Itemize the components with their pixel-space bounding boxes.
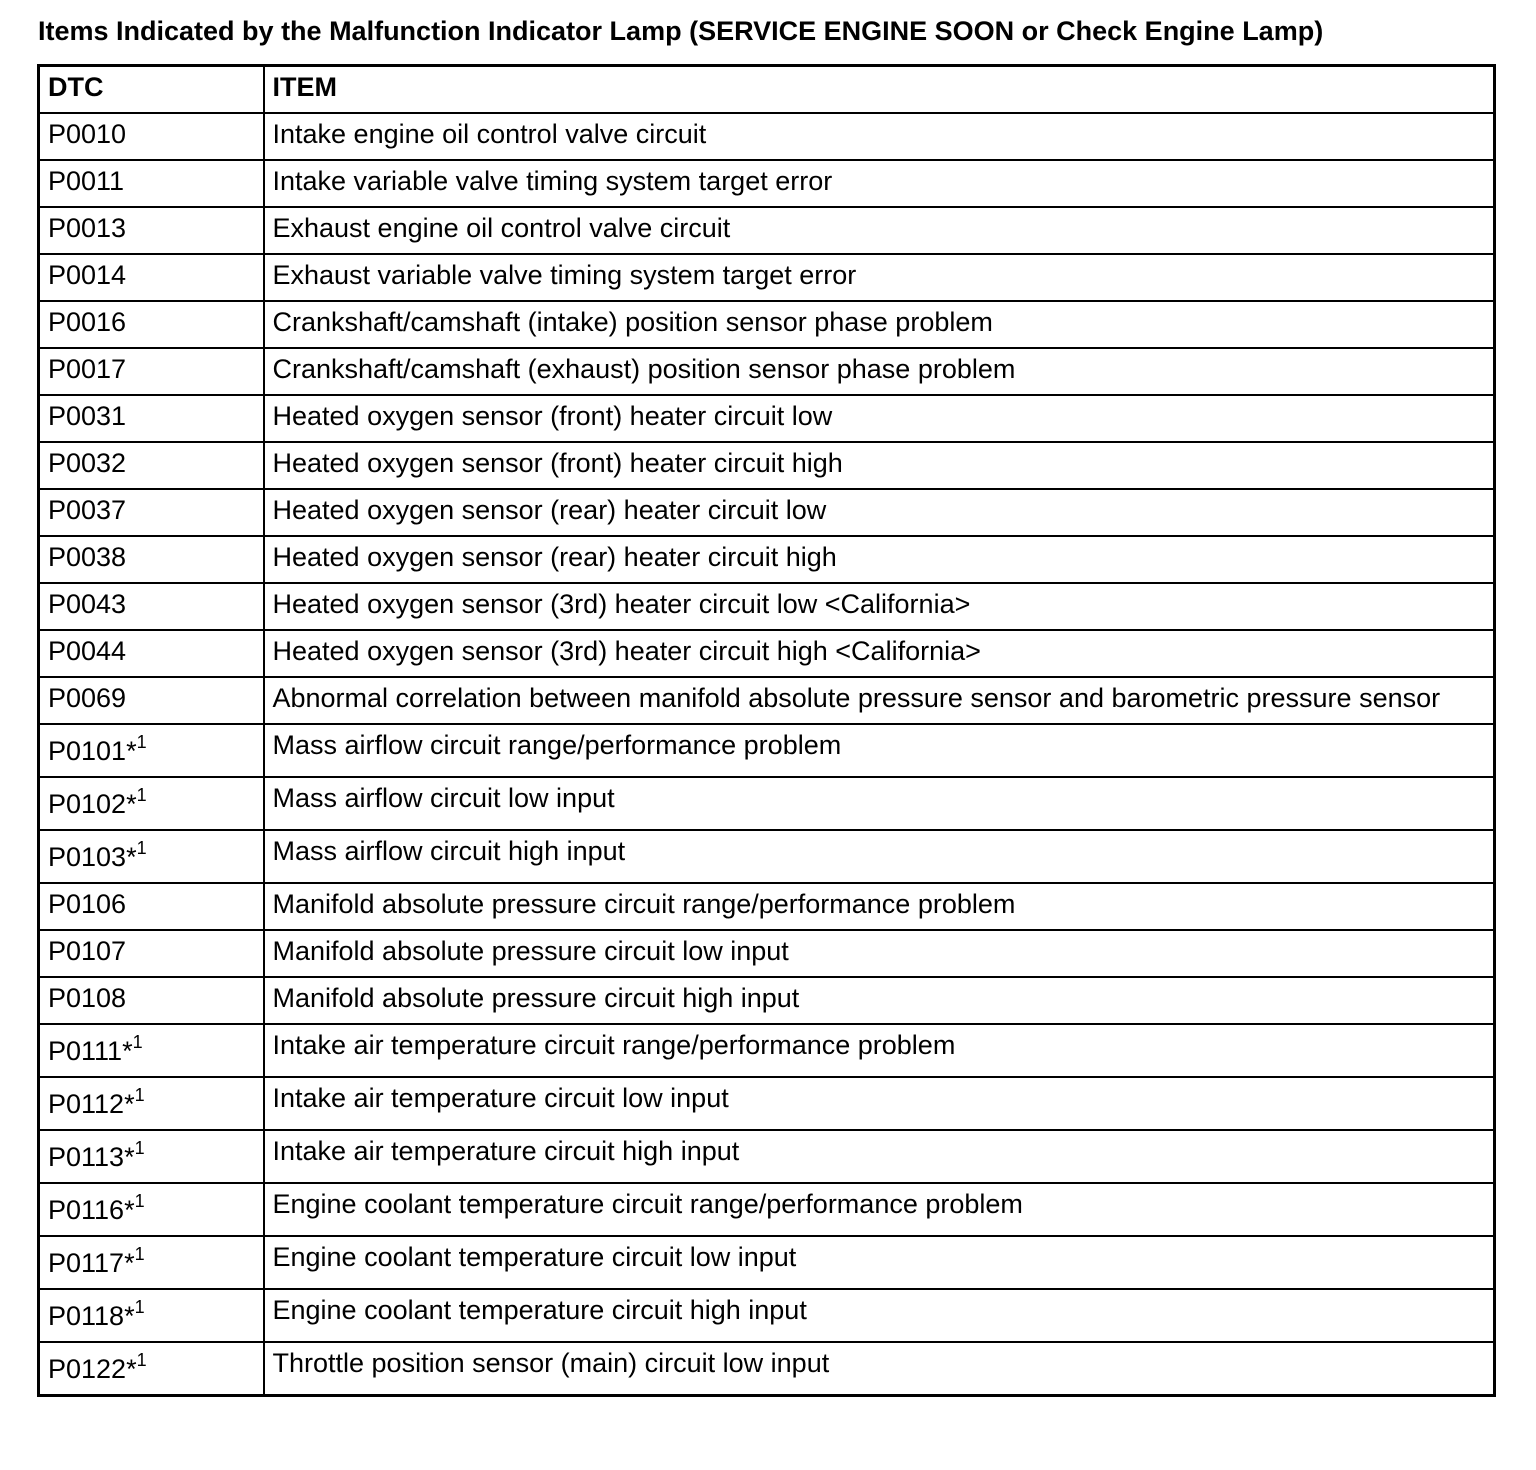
dtc-code-cell [39,442,264,489]
dtc-code-cell [39,1024,264,1077]
dtc-code-cell [39,348,264,395]
dtc-item-description: Intake air temperature circuit low input [264,1077,1495,1130]
footnote-marker: 1 [134,1191,145,1211]
dtc-item-description: Heated oxygen sensor (front) heater circuit high [264,442,1495,489]
dtc-code [48,304,126,340]
footnote-marker: 1 [134,1138,145,1158]
dtc-code [48,351,126,387]
dtc-code-text: P0108 [48,983,127,1013]
dtc-code-cell [39,930,264,977]
dtc-item-description: Mass airflow circuit high input [264,830,1495,883]
dtc-code-text: P0102* [48,789,137,819]
footnote-marker: 1 [132,1032,143,1052]
table-row [39,930,1495,977]
table-row [39,348,1495,395]
dtc-code-text: P0010 [48,119,127,149]
dtc-item-description: Intake air temperature circuit high input [264,1130,1495,1183]
dtc-code-cell [39,160,264,207]
dtc-code [48,539,126,575]
dtc-code-text: P0013 [48,213,127,243]
dtc-code-text: P0101* [48,736,137,766]
dtc-code-cell [39,777,264,830]
dtc-code-text: P0117* [48,1248,135,1278]
dtc-code-text: P0037 [48,495,127,525]
table-row [39,777,1495,830]
dtc-code [48,633,126,669]
dtc-code-cell [39,1130,264,1183]
dtc-code-text: P0043 [48,589,127,619]
dtc-code-cell [39,1183,264,1236]
dtc-code-text: P0113* [48,1142,135,1172]
dtc-code [48,1298,145,1334]
dtc-code [48,210,126,246]
dtc-code-cell [39,254,264,301]
dtc-code-cell [39,1236,264,1289]
footnote-marker: 1 [134,1085,145,1105]
dtc-code-cell [39,113,264,160]
dtc-item-description: Manifold absolute pressure circuit low input [264,930,1495,977]
page-title: Items Indicated by the Malfunction Indicator Lamp (SERVICE ENGINE SOON or Check Engine Lamp) [38,16,1324,46]
table-body [39,113,1495,1396]
dtc-code [48,1192,145,1228]
dtc-item-description: Mass airflow circuit low input [264,777,1495,830]
dtc-code [48,116,126,152]
dtc-code [48,586,126,622]
table-row [39,395,1495,442]
dtc-code [48,980,126,1016]
dtc-code-cell [39,977,264,1024]
dtc-code [48,445,126,481]
dtc-item-description: Exhaust engine oil control valve circuit [264,207,1495,254]
table-row [39,1289,1495,1342]
dtc-item-description: Engine coolant temperature circuit range/performance problem [264,1183,1495,1236]
dtc-item-description: Mass airflow circuit range/performance problem [264,724,1495,777]
table-row [39,207,1495,254]
table-row [39,113,1495,160]
dtc-code-cell [39,677,264,724]
dtc-code [48,257,126,293]
dtc-code [48,886,126,922]
dtc-item-description: Abnormal correlation between manifold absolute pressure sensor and barometric pressure sensor [264,677,1495,724]
dtc-code-cell [39,1077,264,1130]
table-row [39,1236,1495,1289]
dtc-code [48,492,126,528]
dtc-code [48,1245,145,1281]
dtc-code [48,1139,145,1175]
dtc-item-description: Exhaust variable valve timing system target error [264,254,1495,301]
dtc-code [48,1351,147,1387]
dtc-code-cell [39,630,264,677]
dtc-code-cell [39,301,264,348]
dtc-item-description: Manifold absolute pressure circuit high input [264,977,1495,1024]
dtc-item-description: Crankshaft/camshaft (exhaust) position sensor phase problem [264,348,1495,395]
table-row [39,160,1495,207]
table-row [39,630,1495,677]
dtc-code-text: P0031 [48,401,127,431]
table-row [39,489,1495,536]
dtc-item-description: Engine coolant temperature circuit high input [264,1289,1495,1342]
table-row [39,442,1495,489]
dtc-item-description: Heated oxygen sensor (rear) heater circuit high [264,536,1495,583]
dtc-code [48,839,147,875]
dtc-code-text: P0032 [48,448,127,478]
footnote-marker: 1 [136,1350,147,1370]
dtc-code-text: P0011 [48,166,125,196]
table-row [39,1130,1495,1183]
dtc-code [48,163,124,199]
table-row [39,254,1495,301]
dtc-item-description: Heated oxygen sensor (rear) heater circuit low [264,489,1495,536]
dtc-item-description: Intake air temperature circuit range/performance problem [264,1024,1495,1077]
dtc-code-cell [39,583,264,630]
dtc-code-text: P0116* [48,1195,135,1225]
dtc-item-description: Heated oxygen sensor (front) heater circuit low [264,395,1495,442]
dtc-code-cell [39,395,264,442]
table-row [39,1024,1495,1077]
dtc-code-text: P0017 [48,354,127,384]
table-row [39,536,1495,583]
dtc-code-text: P0107 [48,936,127,966]
dtc-column-header: DTC [39,66,264,114]
dtc-item-description: Throttle position sensor (main) circuit low input [264,1342,1495,1396]
dtc-code-cell [39,883,264,930]
dtc-code [48,786,147,822]
dtc-code [48,1086,145,1122]
dtc-code-text: P0069 [48,683,127,713]
dtc-code-text: P0103* [48,842,137,872]
table-row [39,830,1495,883]
dtc-code-text: P0118* [48,1301,135,1331]
dtc-code-cell [39,830,264,883]
dtc-item-description: Manifold absolute pressure circuit range/performance problem [264,883,1495,930]
dtc-code-text: P0038 [48,542,127,572]
dtc-code-text: P0044 [48,636,127,666]
table-row [39,301,1495,348]
dtc-item-description: Intake engine oil control valve circuit [264,113,1495,160]
table-row [39,1183,1495,1236]
dtc-code-text: P0014 [48,260,127,290]
dtc-code-cell [39,536,264,583]
table-row [39,583,1495,630]
dtc-item-description: Engine coolant temperature circuit low input [264,1236,1495,1289]
dtc-code [48,680,126,716]
footnote-marker: 1 [136,838,147,858]
table-row [39,1342,1495,1396]
dtc-code-text: P0106 [48,889,127,919]
dtc-code-cell [39,1289,264,1342]
footnote-marker: 1 [134,1297,145,1317]
table-row [39,677,1495,724]
footnote-marker: 1 [136,732,147,752]
dtc-code [48,733,147,769]
dtc-item-description: Crankshaft/camshaft (intake) position sensor phase problem [264,301,1495,348]
dtc-item-description: Intake variable valve timing system target error [264,160,1495,207]
dtc-code [48,933,126,969]
table-row [39,1077,1495,1130]
dtc-code-cell [39,207,264,254]
dtc-item-description: Heated oxygen sensor (3rd) heater circuit high <California> [264,630,1495,677]
dtc-code-text: P0112* [48,1089,135,1119]
dtc-code-cell [39,1342,264,1396]
table-row [39,977,1495,1024]
table-row [39,724,1495,777]
dtc-table [37,64,1496,1397]
dtc-code-cell [39,724,264,777]
dtc-code-text: P0122* [48,1354,137,1384]
table-header-row [39,66,1495,114]
dtc-item-description: Heated oxygen sensor (3rd) heater circuit low <California> [264,583,1495,630]
table-row [39,883,1495,930]
dtc-code-cell [39,489,264,536]
item-column-header: ITEM [264,66,1495,114]
dtc-code [48,398,126,434]
dtc-code-text: P0016 [48,307,127,337]
footnote-marker: 1 [136,785,147,805]
dtc-code [48,1033,143,1069]
dtc-code-text: P0111* [48,1036,133,1066]
footnote-marker: 1 [134,1244,145,1264]
